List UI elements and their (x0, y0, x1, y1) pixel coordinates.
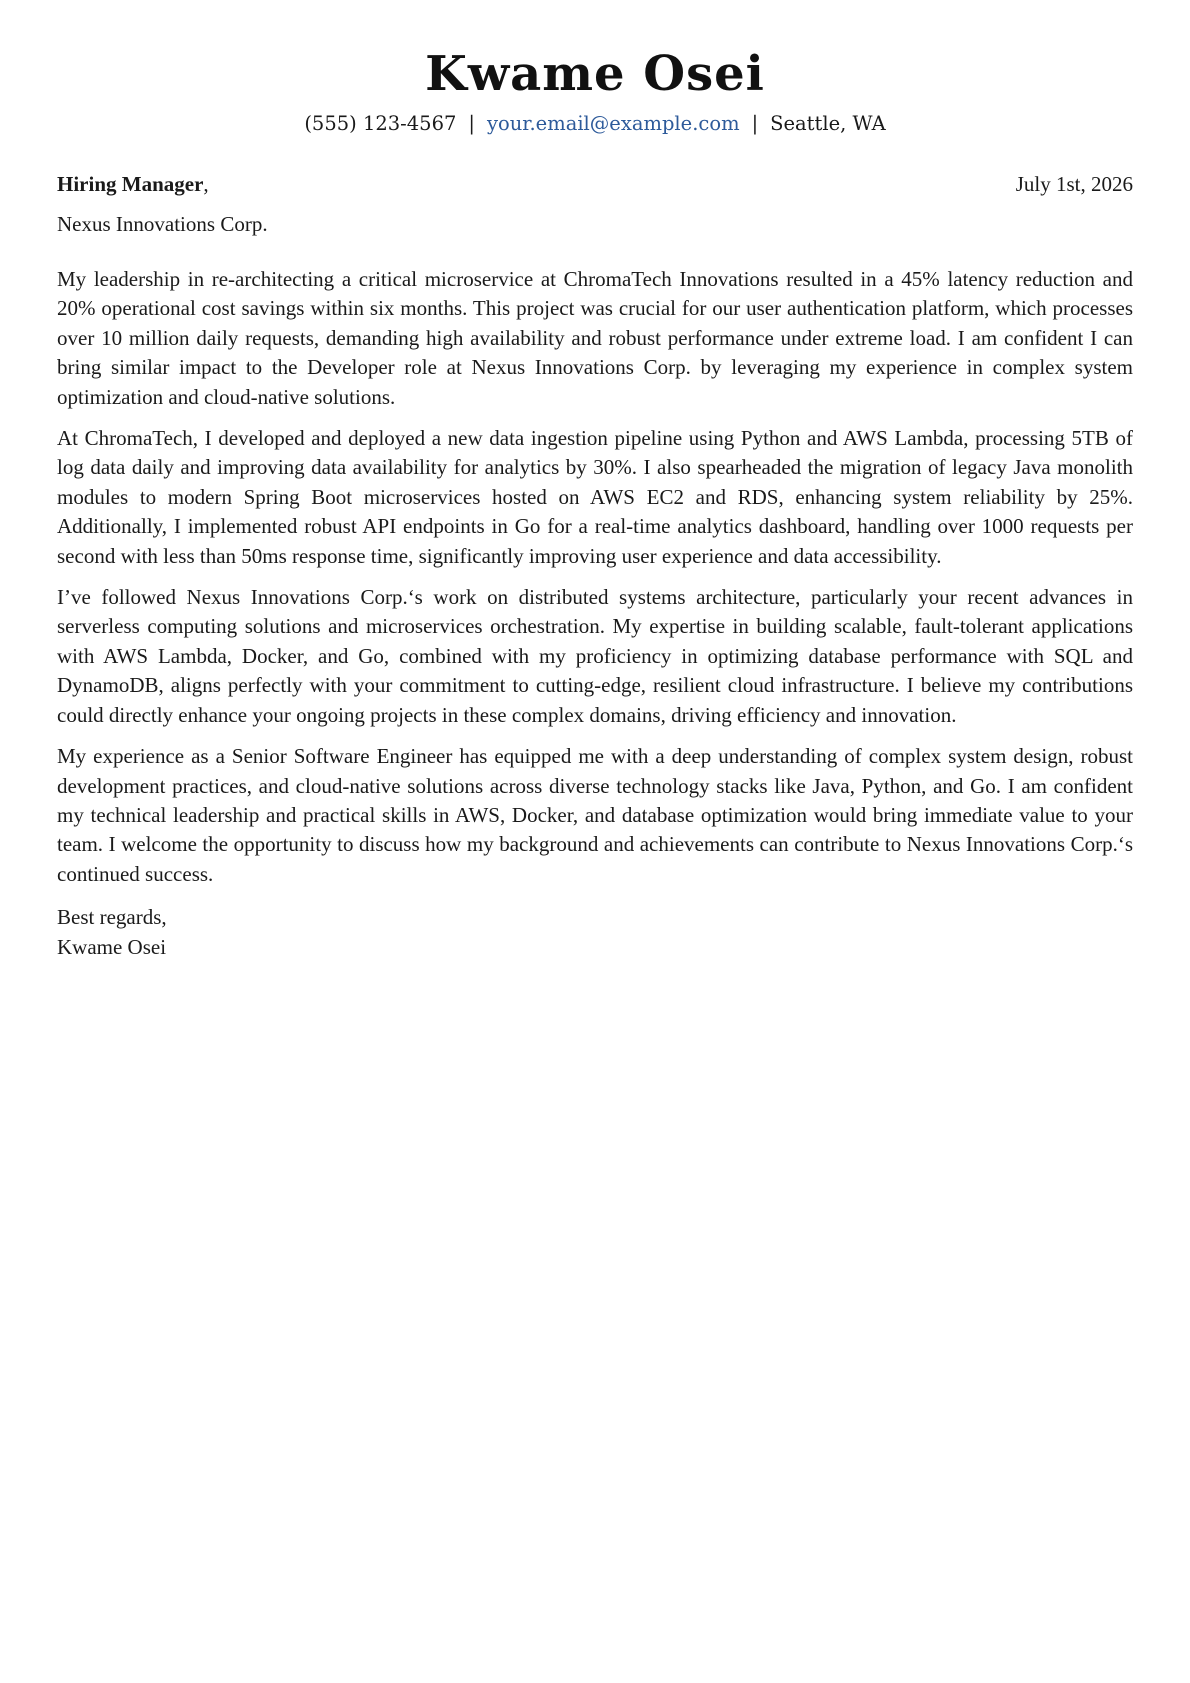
closing-block (57, 903, 1133, 962)
body-paragraph: At ChromaTech, I developed and deployed a new data ingestion pipeline using Python and AWS Lambda, processing 5TB of log data daily and improving data availability for analytics by 30%. I also spearheaded the migration of legacy Java monolith modules to modern Spring Boot microservices hosted on AWS EC2 and RDS, enhancing system reliability by 25%. Additionally, I implemented robust API endpoints in Go for a real-time analytics dashboard, handling over 1000 requests per second with less than 50ms response time, significantly improving user experience and data accessibility. (57, 426, 1133, 568)
recipient-name: Hiring Manager (57, 172, 204, 196)
letter-body (57, 265, 1133, 889)
body-paragraph: My leadership in re-architecting a critical microservice at ChromaTech Innovations resulted in a 45% latency reduction and 20% operational cost savings within six months. This project was crucial for our user authentication platform, which processes over 10 million daily requests, demanding high availability and robust performance under extreme load. I am confident I can bring similar impact to the Developer role at Nexus Innovations Corp. by leveraging my experience in complex system optimization and cloud-native solutions. (57, 267, 1133, 409)
body-paragraph: I’ve followed Nexus Innovations Corp.‘s work on distributed systems architecture, particularly your recent advances in serverless computing solutions and microservices orchestration. My expertise in building scalable, fault-tolerant applications with AWS Lambda, Docker, and Go, combined with my proficiency in optimizing database performance with SQL and DynamoDB, aligns perfectly with your commitment to cutting-edge, resilient cloud infrastructure. I believe my contributions could directly enhance your ongoing projects in these complex domains, driving efficiency and innovation. (57, 585, 1133, 727)
closing-salutation: Best regards, (57, 905, 167, 930)
contact-separator: | (751, 112, 759, 135)
recipient (57, 171, 209, 197)
cover-letter-page (57, 0, 1133, 962)
company-name: Nexus Innovations Corp. (57, 212, 268, 236)
email-link[interactable]: your.email@example.com (486, 112, 740, 135)
applicant-name: Kwame Osei (425, 46, 765, 102)
body-paragraph: My experience as a Senior Software Engineer has equipped me with a deep understanding of complex system design, robust development practices, and cloud-native solutions across diverse technology stacks like Java, Python, and Go. I am confident my technical leadership and practical skills in AWS, Docker, and database optimization would bring immediate value to your team. I welcome the opportunity to discuss how my background and achievements can contribute to Nexus Innovations Corp.‘s continued success. (57, 744, 1133, 886)
contact-separator: | (468, 112, 475, 135)
contact-line (57, 110, 1133, 138)
letter-date: July 1st, 2026 (1015, 172, 1133, 196)
address-row (57, 171, 1133, 197)
signature-name: Kwame Osei (57, 934, 167, 959)
recipient-suffix: , (203, 172, 209, 196)
location: Seattle, WA (770, 112, 886, 135)
phone-number: (555) 123-4567 (304, 112, 457, 135)
